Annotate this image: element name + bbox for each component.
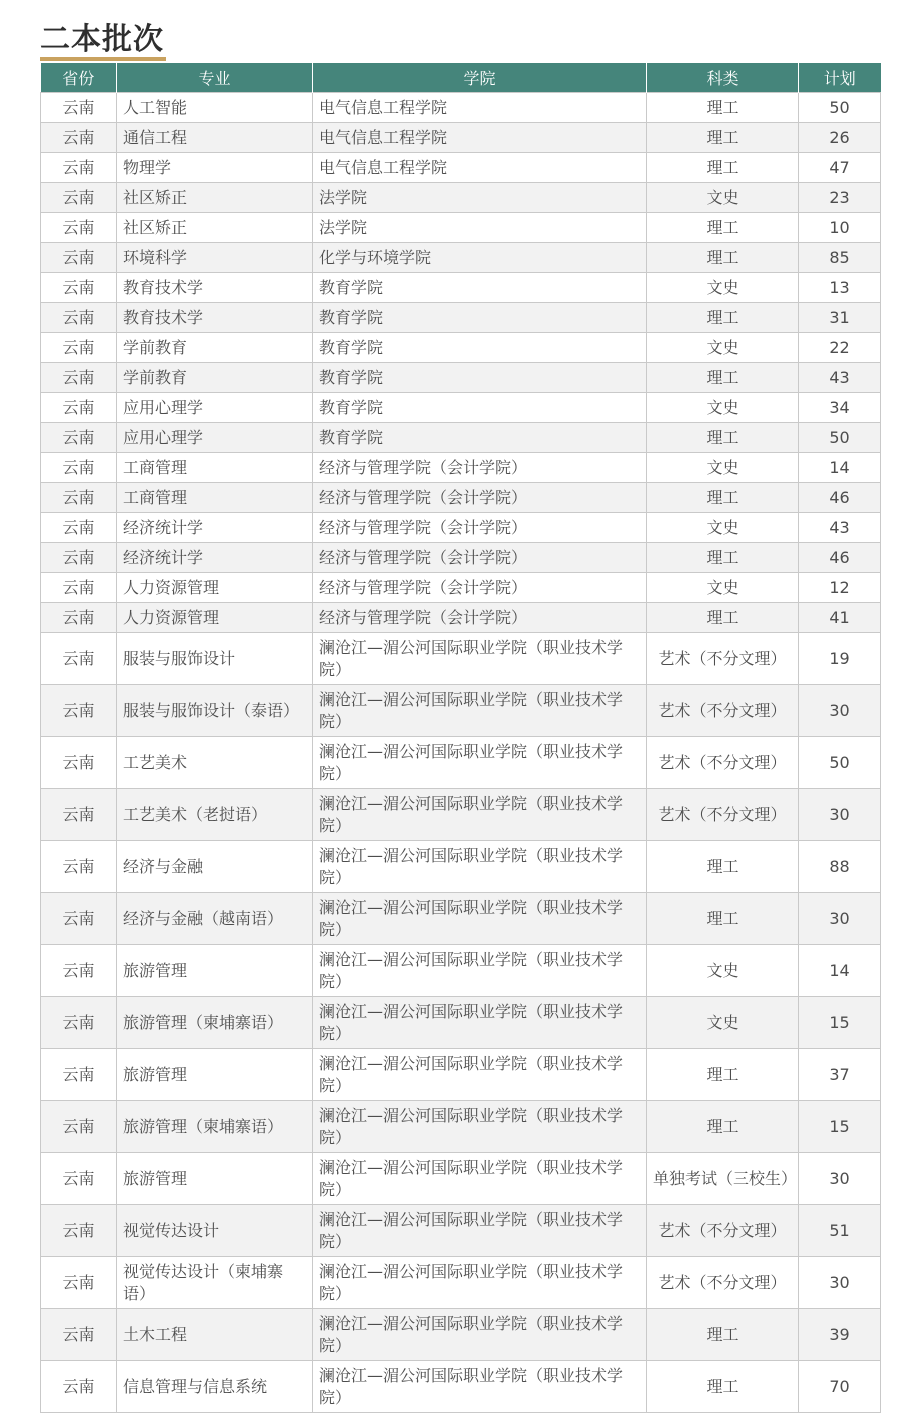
cell-category: 理工 — [647, 93, 799, 123]
cell-school: 澜沧江—湄公河国际职业学院（职业技术学院） — [313, 1257, 647, 1309]
cell-province: 云南 — [41, 243, 117, 273]
cell-plan: 51 — [799, 1205, 881, 1257]
cell-category: 理工 — [647, 423, 799, 453]
cell-category: 文史 — [647, 945, 799, 997]
table-row — [41, 483, 881, 513]
cell-plan: 50 — [799, 423, 881, 453]
cell-category: 艺术（不分文理） — [647, 633, 799, 685]
cell-province: 云南 — [41, 513, 117, 543]
table-row — [41, 945, 881, 997]
cell-province: 云南 — [41, 153, 117, 183]
table-row — [41, 213, 881, 243]
cell-province: 云南 — [41, 1361, 117, 1413]
cell-major: 人工智能 — [117, 93, 313, 123]
cell-major: 经济与金融（越南语） — [117, 893, 313, 945]
cell-province: 云南 — [41, 423, 117, 453]
cell-major: 社区矫正 — [117, 213, 313, 243]
cell-plan: 30 — [799, 893, 881, 945]
cell-category: 理工 — [647, 603, 799, 633]
cell-province: 云南 — [41, 1257, 117, 1309]
table-row — [41, 1309, 881, 1361]
cell-school: 澜沧江—湄公河国际职业学院（职业技术学院） — [313, 789, 647, 841]
table-row — [41, 789, 881, 841]
cell-category: 理工 — [647, 483, 799, 513]
table-row — [41, 393, 881, 423]
table-row — [41, 453, 881, 483]
cell-plan: 12 — [799, 573, 881, 603]
cell-major: 工商管理 — [117, 453, 313, 483]
cell-major: 社区矫正 — [117, 183, 313, 213]
table-row — [41, 153, 881, 183]
cell-category: 文史 — [647, 393, 799, 423]
cell-province: 云南 — [41, 1205, 117, 1257]
cell-category: 理工 — [647, 1309, 799, 1361]
cell-major: 学前教育 — [117, 333, 313, 363]
cell-plan: 34 — [799, 393, 881, 423]
cell-major: 旅游管理 — [117, 945, 313, 997]
cell-school: 澜沧江—湄公河国际职业学院（职业技术学院） — [313, 737, 647, 789]
cell-province: 云南 — [41, 1101, 117, 1153]
cell-major: 工商管理 — [117, 483, 313, 513]
cell-province: 云南 — [41, 789, 117, 841]
cell-province: 云南 — [41, 273, 117, 303]
table-row — [41, 543, 881, 573]
table-row — [41, 685, 881, 737]
cell-province: 云南 — [41, 453, 117, 483]
cell-category: 文史 — [647, 333, 799, 363]
cell-major: 视觉传达设计（柬埔寨语） — [117, 1257, 313, 1309]
cell-province: 云南 — [41, 543, 117, 573]
cell-province: 云南 — [41, 393, 117, 423]
cell-province: 云南 — [41, 893, 117, 945]
cell-plan: 85 — [799, 243, 881, 273]
table-row — [41, 513, 881, 543]
cell-province: 云南 — [41, 945, 117, 997]
cell-school: 教育学院 — [313, 423, 647, 453]
cell-major: 人力资源管理 — [117, 573, 313, 603]
cell-plan: 23 — [799, 183, 881, 213]
cell-province: 云南 — [41, 997, 117, 1049]
cell-school: 教育学院 — [313, 393, 647, 423]
cell-category: 艺术（不分文理） — [647, 789, 799, 841]
cell-plan: 46 — [799, 543, 881, 573]
cell-school: 教育学院 — [313, 363, 647, 393]
cell-plan: 39 — [799, 1309, 881, 1361]
cell-province: 云南 — [41, 483, 117, 513]
cell-school: 澜沧江—湄公河国际职业学院（职业技术学院） — [313, 1101, 647, 1153]
cell-school: 澜沧江—湄公河国际职业学院（职业技术学院） — [313, 685, 647, 737]
cell-school: 澜沧江—湄公河国际职业学院（职业技术学院） — [313, 1309, 647, 1361]
cell-plan: 47 — [799, 153, 881, 183]
cell-school: 化学与环境学院 — [313, 243, 647, 273]
cell-major: 人力资源管理 — [117, 603, 313, 633]
cell-province: 云南 — [41, 123, 117, 153]
cell-province: 云南 — [41, 841, 117, 893]
cell-province: 云南 — [41, 333, 117, 363]
cell-plan: 88 — [799, 841, 881, 893]
cell-school: 经济与管理学院（会计学院） — [313, 603, 647, 633]
cell-plan: 30 — [799, 1257, 881, 1309]
cell-category: 文史 — [647, 273, 799, 303]
cell-province: 云南 — [41, 213, 117, 243]
cell-category: 文史 — [647, 573, 799, 603]
cell-plan: 22 — [799, 333, 881, 363]
cell-category: 理工 — [647, 893, 799, 945]
cell-school: 澜沧江—湄公河国际职业学院（职业技术学院） — [313, 893, 647, 945]
table-row — [41, 243, 881, 273]
cell-major: 应用心理学 — [117, 393, 313, 423]
table-row — [41, 841, 881, 893]
cell-school: 澜沧江—湄公河国际职业学院（职业技术学院） — [313, 633, 647, 685]
cell-category: 理工 — [647, 123, 799, 153]
page-title: 二本批次 — [40, 22, 164, 57]
table-row — [41, 737, 881, 789]
cell-major: 经济统计学 — [117, 513, 313, 543]
cell-major: 工艺美术 — [117, 737, 313, 789]
cell-province: 云南 — [41, 183, 117, 213]
cell-category: 理工 — [647, 1049, 799, 1101]
cell-plan: 15 — [799, 1101, 881, 1153]
cell-major: 学前教育 — [117, 363, 313, 393]
cell-category: 理工 — [647, 1361, 799, 1413]
cell-school: 经济与管理学院（会计学院） — [313, 573, 647, 603]
cell-school: 澜沧江—湄公河国际职业学院（职业技术学院） — [313, 1153, 647, 1205]
cell-plan: 41 — [799, 603, 881, 633]
cell-plan: 46 — [799, 483, 881, 513]
table-row — [41, 573, 881, 603]
cell-school: 教育学院 — [313, 303, 647, 333]
cell-province: 云南 — [41, 685, 117, 737]
cell-major: 旅游管理（柬埔寨语） — [117, 997, 313, 1049]
cell-plan: 14 — [799, 945, 881, 997]
table-row — [41, 1361, 881, 1413]
cell-school: 教育学院 — [313, 273, 647, 303]
cell-major: 教育技术学 — [117, 303, 313, 333]
table-row — [41, 123, 881, 153]
cell-province: 云南 — [41, 303, 117, 333]
table-row — [41, 633, 881, 685]
cell-category: 艺术（不分文理） — [647, 685, 799, 737]
table-row — [41, 893, 881, 945]
table-row — [41, 333, 881, 363]
cell-plan: 50 — [799, 93, 881, 123]
cell-category: 理工 — [647, 303, 799, 333]
cell-category: 理工 — [647, 841, 799, 893]
cell-category: 文史 — [647, 453, 799, 483]
title-underline — [40, 57, 166, 61]
table-row — [41, 1049, 881, 1101]
cell-major: 旅游管理（柬埔寨语） — [117, 1101, 313, 1153]
cell-plan: 31 — [799, 303, 881, 333]
cell-plan: 37 — [799, 1049, 881, 1101]
cell-plan: 43 — [799, 513, 881, 543]
table-header — [41, 63, 881, 93]
table-row — [41, 1153, 881, 1205]
cell-category: 理工 — [647, 213, 799, 243]
cell-category: 理工 — [647, 243, 799, 273]
cell-school: 电气信息工程学院 — [313, 93, 647, 123]
admission-plan-table — [40, 63, 881, 1413]
cell-province: 云南 — [41, 633, 117, 685]
cell-major: 服装与服饰设计 — [117, 633, 313, 685]
cell-plan: 70 — [799, 1361, 881, 1413]
header-major: 专业 — [117, 63, 313, 93]
cell-school: 澜沧江—湄公河国际职业学院（职业技术学院） — [313, 1049, 647, 1101]
cell-plan: 30 — [799, 685, 881, 737]
cell-province: 云南 — [41, 1049, 117, 1101]
cell-school: 电气信息工程学院 — [313, 153, 647, 183]
cell-major: 教育技术学 — [117, 273, 313, 303]
cell-major: 旅游管理 — [117, 1049, 313, 1101]
cell-plan: 10 — [799, 213, 881, 243]
cell-plan: 13 — [799, 273, 881, 303]
cell-plan: 26 — [799, 123, 881, 153]
cell-school: 澜沧江—湄公河国际职业学院（职业技术学院） — [313, 945, 647, 997]
cell-major: 工艺美术（老挝语） — [117, 789, 313, 841]
cell-plan: 19 — [799, 633, 881, 685]
cell-province: 云南 — [41, 573, 117, 603]
cell-plan: 30 — [799, 1153, 881, 1205]
cell-category: 艺术（不分文理） — [647, 1205, 799, 1257]
table-body — [41, 93, 881, 1413]
cell-major: 服装与服饰设计（泰语） — [117, 685, 313, 737]
cell-school: 法学院 — [313, 213, 647, 243]
table-row — [41, 997, 881, 1049]
table-row — [41, 363, 881, 393]
cell-province: 云南 — [41, 1309, 117, 1361]
cell-school: 经济与管理学院（会计学院） — [313, 543, 647, 573]
table-row — [41, 273, 881, 303]
table-row — [41, 303, 881, 333]
cell-category: 文史 — [647, 513, 799, 543]
table-row — [41, 183, 881, 213]
cell-school: 经济与管理学院（会计学院） — [313, 513, 647, 543]
cell-plan: 14 — [799, 453, 881, 483]
cell-school: 电气信息工程学院 — [313, 123, 647, 153]
table-row — [41, 423, 881, 453]
table-row — [41, 1101, 881, 1153]
cell-major: 视觉传达设计 — [117, 1205, 313, 1257]
cell-major: 经济与金融 — [117, 841, 313, 893]
cell-school: 澜沧江—湄公河国际职业学院（职业技术学院） — [313, 1205, 647, 1257]
cell-school: 澜沧江—湄公河国际职业学院（职业技术学院） — [313, 1361, 647, 1413]
cell-major: 旅游管理 — [117, 1153, 313, 1205]
cell-school: 经济与管理学院（会计学院） — [313, 483, 647, 513]
header-province: 省份 — [41, 63, 117, 93]
table-row — [41, 603, 881, 633]
cell-school: 澜沧江—湄公河国际职业学院（职业技术学院） — [313, 841, 647, 893]
cell-major: 土木工程 — [117, 1309, 313, 1361]
cell-category: 理工 — [647, 363, 799, 393]
cell-province: 云南 — [41, 737, 117, 789]
header-category: 科类 — [647, 63, 799, 93]
cell-major: 应用心理学 — [117, 423, 313, 453]
cell-category: 理工 — [647, 1101, 799, 1153]
cell-province: 云南 — [41, 603, 117, 633]
cell-category: 艺术（不分文理） — [647, 737, 799, 789]
cell-province: 云南 — [41, 363, 117, 393]
cell-province: 云南 — [41, 1153, 117, 1205]
cell-major: 环境科学 — [117, 243, 313, 273]
cell-school: 澜沧江—湄公河国际职业学院（职业技术学院） — [313, 997, 647, 1049]
cell-major: 物理学 — [117, 153, 313, 183]
cell-plan: 50 — [799, 737, 881, 789]
header-plan: 计划 — [799, 63, 881, 93]
cell-category: 理工 — [647, 153, 799, 183]
cell-category: 文史 — [647, 183, 799, 213]
cell-plan: 30 — [799, 789, 881, 841]
cell-province: 云南 — [41, 93, 117, 123]
cell-category: 理工 — [647, 543, 799, 573]
cell-school: 法学院 — [313, 183, 647, 213]
table-row — [41, 1205, 881, 1257]
cell-school: 经济与管理学院（会计学院） — [313, 453, 647, 483]
cell-category: 单独考试（三校生） — [647, 1153, 799, 1205]
cell-major: 通信工程 — [117, 123, 313, 153]
header-school: 学院 — [313, 63, 647, 93]
cell-category: 艺术（不分文理） — [647, 1257, 799, 1309]
cell-plan: 15 — [799, 997, 881, 1049]
table-row — [41, 93, 881, 123]
table-row — [41, 1257, 881, 1309]
cell-major: 信息管理与信息系统 — [117, 1361, 313, 1413]
cell-plan: 43 — [799, 363, 881, 393]
cell-major: 经济统计学 — [117, 543, 313, 573]
cell-school: 教育学院 — [313, 333, 647, 363]
cell-category: 文史 — [647, 997, 799, 1049]
